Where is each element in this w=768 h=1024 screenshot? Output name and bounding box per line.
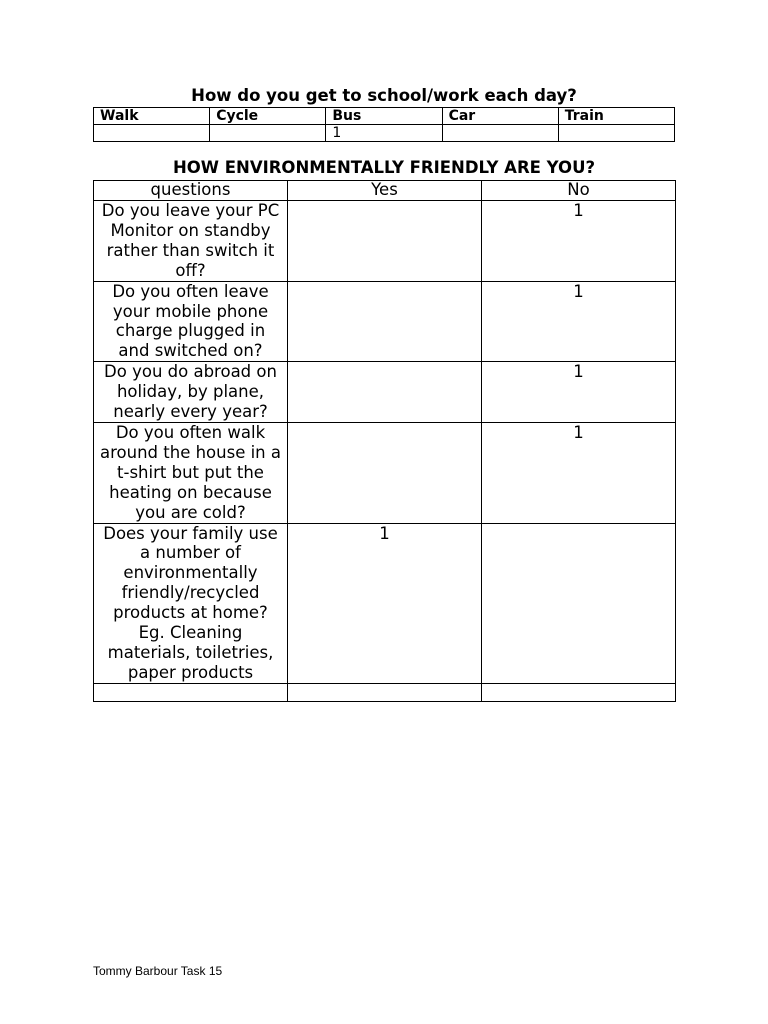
survey-empty-cell — [94, 683, 288, 701]
survey-empty-row — [94, 683, 676, 701]
survey-row — [94, 281, 676, 362]
survey-row — [94, 523, 676, 683]
survey-empty-cell — [288, 683, 482, 701]
transport-value-row — [94, 125, 675, 142]
survey-answer-yes: 1 — [288, 523, 482, 683]
transport-survey-title: How do you get to school/work each day? — [191, 86, 577, 105]
survey-answer-yes — [288, 362, 482, 423]
page-footer: Tommy Barbour Task 15 — [93, 964, 223, 978]
survey-header-yes: Yes — [288, 181, 482, 201]
survey-header-no: No — [482, 181, 676, 201]
survey-answer-yes — [288, 201, 482, 282]
survey-empty-cell — [482, 683, 676, 701]
transport-value-cycle — [210, 125, 326, 142]
transport-value-walk — [94, 125, 210, 142]
survey-answer-yes — [288, 281, 482, 362]
transport-header-walk: Walk — [94, 108, 210, 125]
environment-survey-title: HOW ENVIRONMENTALLY FRIENDLY ARE YOU? — [172, 158, 596, 177]
survey-row — [94, 422, 676, 523]
survey-header-questions: questions — [94, 181, 288, 201]
survey-answer-no: 1 — [482, 422, 676, 523]
survey-header-row — [94, 181, 676, 201]
survey-question: Does your family use a number of environmentally friendly/recycled products at home? Eg. Cleaning materials, toiletries, paper products — [94, 523, 288, 683]
transport-value-train — [558, 125, 674, 142]
transport-value-bus: 1 — [326, 125, 442, 142]
survey-row — [94, 362, 676, 423]
survey-answer-no: 1 — [482, 281, 676, 362]
survey-question: Do you do abroad on holiday, by plane, nearly every year? — [94, 362, 288, 423]
survey-answer-no: 1 — [482, 201, 676, 282]
survey-question: Do you often walk around the house in a t-shirt but put the heating on because you are cold? — [94, 422, 288, 523]
environment-survey-table — [93, 180, 676, 702]
survey-question: Do you leave your PC Monitor on standby rather than switch it off? — [94, 201, 288, 282]
survey-answer-yes — [288, 422, 482, 523]
survey-answer-no: 1 — [482, 362, 676, 423]
transport-header-row — [94, 108, 675, 125]
survey-question: Do you often leave your mobile phone charge plugged in and switched on? — [94, 281, 288, 362]
transport-header-bus: Bus — [326, 108, 442, 125]
survey-row — [94, 201, 676, 282]
transport-value-car — [442, 125, 558, 142]
transport-header-train: Train — [558, 108, 674, 125]
transport-header-car: Car — [442, 108, 558, 125]
transport-header-cycle: Cycle — [210, 108, 326, 125]
survey-answer-no — [482, 523, 676, 683]
transport-table — [93, 107, 675, 142]
